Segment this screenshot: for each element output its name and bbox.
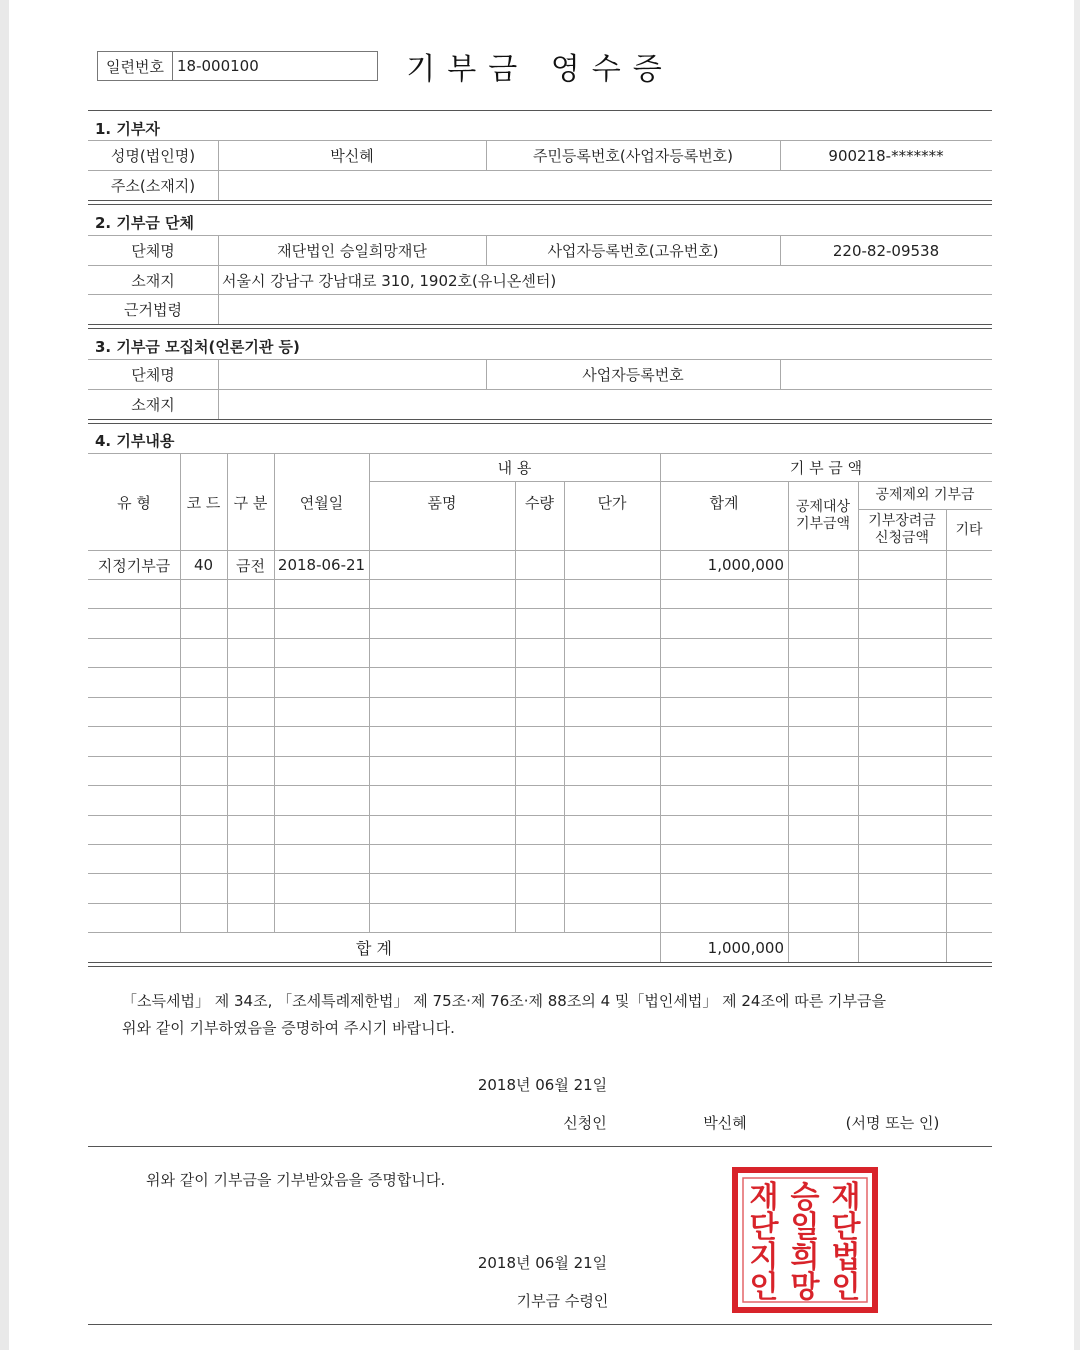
- col-code-header: 코 드: [186, 493, 221, 512]
- seal-glyph: 일: [790, 1210, 820, 1245]
- col-div-header: 구 분: [233, 493, 268, 512]
- grid-line: [780, 359, 781, 389]
- col-deductible-header: [788, 482, 858, 550]
- org-location-value: 서울시 강남구 강남대로 310, 1902호(유니온센터): [222, 271, 557, 290]
- confirmation-date: 2018년 06월 21일: [477, 1253, 608, 1272]
- section2-heading: 2. 기부금 단체: [95, 214, 195, 232]
- row-div: 금전: [236, 556, 265, 575]
- grid-line: [946, 509, 947, 962]
- rule: [88, 726, 992, 727]
- seal-glyph: 단: [831, 1210, 861, 1245]
- section3-heading: 3. 기부금 모집처(언론기관 등): [95, 338, 300, 356]
- grid-line: [218, 359, 219, 419]
- seal-glyph: 재: [749, 1180, 779, 1215]
- rule: [88, 785, 992, 786]
- row-date: 2018-06-21: [277, 556, 366, 574]
- rule: [88, 638, 992, 639]
- content-group-header: 내 용: [497, 459, 532, 477]
- seal-glyph: 희: [790, 1240, 820, 1275]
- col-deductible-line1: 공제대상: [795, 499, 851, 515]
- org-bizno-label: 사업자등록번호(고유번호): [547, 242, 719, 260]
- legal-basis-value: [218, 295, 982, 324]
- section-divider: [88, 200, 992, 205]
- serial-number-box: [97, 51, 378, 81]
- col-excluded-header: 공제제외 기부금: [875, 487, 975, 503]
- row-type: 지정기부금: [97, 556, 171, 575]
- donor-address-label: 주소(소재지): [110, 177, 196, 195]
- seal-lettering: [750, 1180, 862, 1305]
- section4-heading: 4. 기부내용: [95, 432, 175, 450]
- grid-line: [660, 453, 661, 962]
- org-name-label: 단체명: [131, 242, 175, 260]
- agency-location-label: 소재지: [131, 396, 175, 414]
- col-incentive-line1: 기부장려금: [868, 513, 936, 529]
- rule: [88, 1324, 992, 1325]
- grid-line: [858, 481, 859, 962]
- org-bizno-value: 220-82-09538: [832, 241, 940, 260]
- page-edge-right: [1074, 0, 1080, 1350]
- declaration-line1: 「소득세법」 제 34조, 「조세특례제한법」 제 75조·제 76조·제 88조의 4 및「법인세법」 제 24조에 따른 기부금을: [122, 992, 886, 1010]
- amount-group-header: 기 부 금 액: [789, 459, 863, 477]
- seal-glyph: 재: [831, 1180, 861, 1215]
- row-total: 1,000,000: [707, 556, 784, 574]
- grid-line: [515, 481, 516, 932]
- rule: [88, 756, 992, 757]
- section-divider: [88, 324, 992, 329]
- sum-label: 합 계: [356, 939, 392, 958]
- section1-heading: 1. 기부자: [95, 120, 160, 138]
- donor-name-value: 박신혜: [330, 147, 374, 165]
- rule: [88, 579, 992, 580]
- applicant-name: 박신혜: [703, 1113, 747, 1132]
- seal-glyph: 승: [790, 1180, 820, 1215]
- section-divider: [88, 419, 992, 424]
- donor-id-label: 주민등록번호(사업자등록번호): [532, 147, 734, 165]
- rule: [88, 873, 992, 874]
- col-type-header: 유 형: [117, 493, 151, 512]
- serial-number-value: 18-000100: [177, 57, 259, 75]
- declaration-date: 2018년 06월 21일: [477, 1075, 608, 1094]
- grid-line: [369, 453, 370, 932]
- seal-glyph: 망: [790, 1270, 820, 1305]
- col-total-header: 합계: [709, 493, 739, 512]
- agency-bizno-label: 사업자등록번호: [582, 366, 684, 384]
- rule: [88, 697, 992, 698]
- receiver-label: 기부금 수령인: [516, 1291, 609, 1310]
- col-item-header: 품명: [427, 493, 457, 512]
- col-price-header: 단가: [597, 493, 627, 512]
- confirmation-text: 위와 같이 기부금을 기부받았음을 증명합니다.: [146, 1171, 446, 1189]
- grid-line: [788, 481, 789, 962]
- col-incentive-header: [858, 510, 946, 550]
- applicant-label: 신청인: [563, 1113, 607, 1132]
- grid-line: [564, 481, 565, 932]
- col-incentive-line2: 신청금액: [874, 530, 930, 546]
- org-name-value: 재단법인 승일희망재단: [277, 242, 427, 260]
- rule: [88, 815, 992, 816]
- seal-glyph: 법: [831, 1240, 861, 1275]
- col-other-header: 기타: [955, 521, 983, 538]
- sign-note: (서명 또는 인): [845, 1113, 940, 1132]
- page-edge-left: [0, 0, 9, 1350]
- rule: [88, 608, 992, 609]
- document-title: 기부금 영수증: [406, 52, 674, 87]
- sum-value: 1,000,000: [707, 938, 784, 957]
- col-qty-header: 수량: [525, 493, 554, 512]
- rule: [88, 389, 992, 390]
- seal-glyph: 인: [831, 1270, 861, 1305]
- legal-basis-label: 근거법령: [124, 301, 182, 319]
- section-divider: [88, 962, 992, 967]
- donor-id-value: 900218-*******: [828, 146, 944, 165]
- seal-glyph: 인: [749, 1270, 779, 1305]
- donor-address-value: [218, 171, 982, 200]
- official-seal: [732, 1167, 878, 1313]
- seal-glyph: 지: [749, 1240, 779, 1275]
- seal-glyph: 단: [749, 1210, 779, 1245]
- org-location-label: 소재지: [131, 271, 175, 290]
- donor-name-label: 성명(법인명): [110, 147, 196, 165]
- col-date-header: 연월일: [299, 493, 344, 512]
- rule: [88, 667, 992, 668]
- rule: [88, 903, 992, 904]
- rule: [88, 1146, 992, 1147]
- col-deductible-line2: 기부금액: [795, 516, 851, 532]
- rule: [88, 110, 992, 111]
- row-code: 40: [193, 556, 214, 574]
- rule: [88, 844, 992, 845]
- serial-number-label: 일련번호: [98, 52, 173, 80]
- declaration-line2: 위와 같이 기부하였음을 증명하여 주시기 바랍니다.: [122, 1019, 455, 1037]
- agency-name-label: 단체명: [131, 366, 175, 384]
